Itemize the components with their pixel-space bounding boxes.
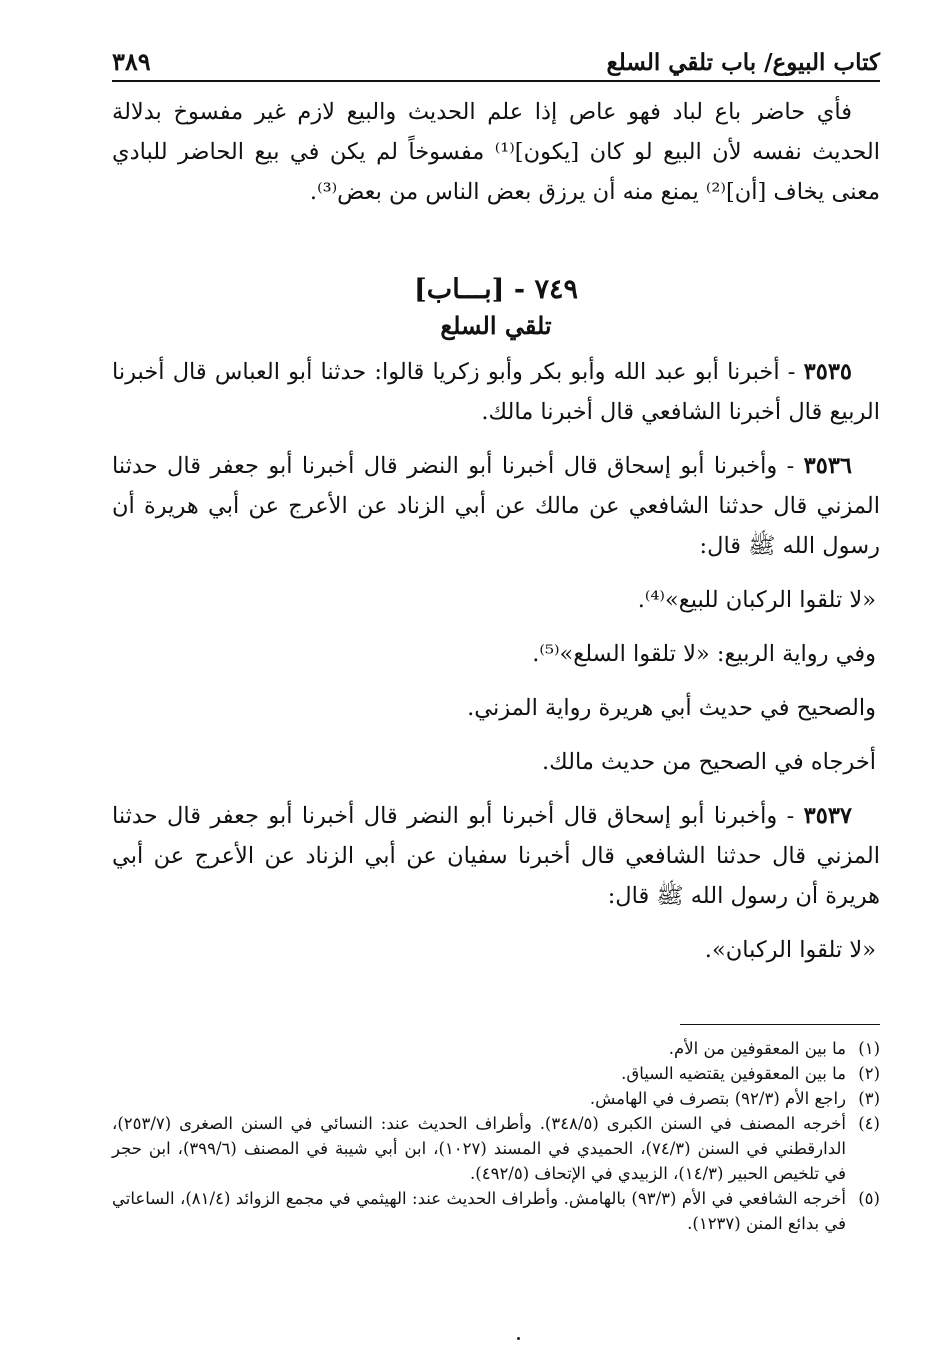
main-text [112, 92, 880, 970]
running-title: كتاب البيوع/ باب تلقي السلع [606, 49, 880, 76]
akhrajah-note: أخرجاه في الصحيح من حديث مالك. [542, 749, 876, 775]
footnote-text: ما بين المعقوفين يقتضيه السياق. [621, 1064, 846, 1083]
footnote-marker: (٣) [858, 1089, 880, 1108]
hadith-3537 [112, 796, 880, 916]
hadith-number: ٣٥٣٥ [803, 359, 852, 385]
footnote-marker: (٥) [858, 1189, 880, 1208]
footnote-text: أخرجه الشافعي في الأم (٩٣/٣) بالهامش. وأطراف الحديث عند: الهيثمي في مجمع الزوائد (٨١/٤)، الساعاتي في بدائع المنن (١٢٣٧). [112, 1189, 846, 1233]
chapter-heading: ٧٤٩ - [بـــاب] [414, 274, 578, 305]
hadith-quote: «لا تلقوا الركبان للبيع»⁽⁴⁾. [637, 587, 876, 613]
page-header [112, 26, 880, 76]
hadith-text: - وأخبرنا أبو إسحاق قال أخبرنا أبو النضر قال أخبرنا أبو جعفر قال حدثنا المزني قال حدثنا الشافعي عن مالك عن أبي الزناد عن الأعرج عن أبي هريرة أن رسول الله ﷺ قال: [112, 453, 880, 559]
footnote [112, 1061, 880, 1086]
footnote-text: أخرجه المصنف في السنن الكبرى (٣٤٨/٥). وأطراف الحديث عند: النسائي في السنن الصغرى (٢٥٣/٧)، الدارقطني في السنن (٧٤/٣)، الحميدي في المسند (١٠٢٧)، ابن أبي شيبة في المصنف (٣٩٩/٦)، ابن حجر في تلخيص الحبير (١٤/٣)، الزبيدي في الإتحاف (٤٩٢/٥). [112, 1114, 846, 1183]
hadith-3536 [112, 446, 880, 566]
footnote-marker: (٤) [858, 1114, 880, 1133]
scan-speck [517, 1337, 520, 1340]
chapter-title: تلقي السلع [440, 311, 552, 340]
footnote-marker: (٢) [858, 1064, 880, 1083]
page-number: ٣٨٩ [112, 47, 151, 76]
footnote-separator [680, 1024, 880, 1025]
footnote [112, 1086, 880, 1111]
hadith-number: ٣٥٣٦ [803, 453, 852, 479]
header-rule [112, 80, 880, 82]
sahih-note: والصحيح في حديث أبي هريرة رواية المزني. [467, 695, 876, 721]
footnote [112, 1036, 880, 1061]
footnote-marker: (١) [858, 1039, 880, 1058]
hadith-text: - وأخبرنا أبو إسحاق قال أخبرنا أبو النضر قال أخبرنا أبو جعفر قال حدثنا المزني قال حدثنا الشافعي قال أخبرنا سفيان عن أبي الزناد عن الأعرج عن أبي هريرة أن رسول الله ﷺ قال: [112, 803, 880, 909]
hadith-3535 [112, 352, 880, 432]
hadith-quote: «لا تلقوا الركبان». [704, 937, 876, 963]
hadith-text: - أخبرنا أبو عبد الله وأبو بكر وأبو زكريا قالوا: حدثنا أبو العباس قال أخبرنا الربيع قال أخبرنا الشافعي قال أخبرنا مالك. [112, 359, 880, 425]
footnote-text: ما بين المعقوفين من الأم. [668, 1039, 846, 1058]
rabi-variant: وفي رواية الربيع: «لا تلقوا السلع»⁽⁵⁾. [532, 641, 876, 667]
intro-paragraph: فأي حاضر باع لباد فهو عاص إذا علم الحديث والبيع لازم غير مفسوخ بدلالة الحديث نفسه لأن البيع لو كان [يكون]⁽¹⁾ مفسوخاً لم يكن في بيع الحاضر للبادي معنى يخاف [أن]⁽²⁾ يمنع منه أن يرزق بعض الناس من بعض⁽³⁾. [112, 99, 880, 205]
footnotes [112, 1036, 880, 1236]
footnote [112, 1186, 880, 1236]
footnote-text: راجع الأم (٩٢/٣) بتصرف في الهامش. [589, 1089, 846, 1108]
footnote [112, 1111, 880, 1186]
hadith-number: ٣٥٣٧ [803, 803, 852, 829]
